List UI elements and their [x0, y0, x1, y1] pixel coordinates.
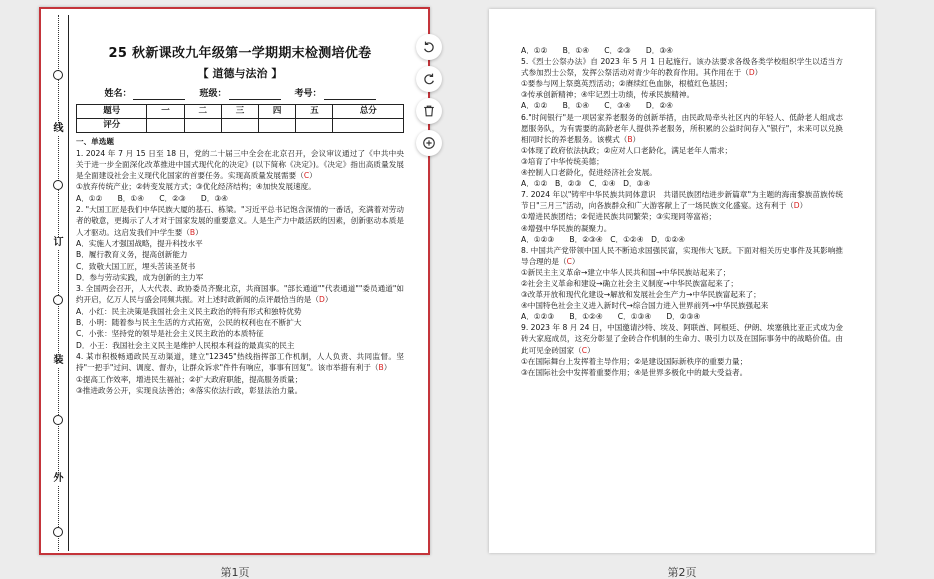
question-8: 8. 中国共产党带领中国人民不断追求国强民富，实现伟大飞跃。下面对相关历史事件及其影响推导合理的是（C） [521, 245, 843, 266]
rotate-left-button[interactable] [416, 34, 442, 60]
question-text: ①新民主主义革命→建立中华人民共和国→中华民族站起来了； [521, 267, 731, 277]
binding-mark: 外 [51, 473, 66, 485]
page-2-label: 第2页 [667, 566, 697, 579]
page-toolbar [416, 34, 442, 156]
page-1-label: 第1页 [220, 566, 250, 579]
question-text: ④增强中华民族的凝聚力。 [521, 223, 612, 233]
exam-title: 25 秋新课改九年级第一学期期末检测培优卷 [108, 46, 372, 61]
student-info-fields [76, 89, 404, 100]
option-a: A．实施人才强国战略，提升科技水平 [76, 238, 203, 248]
add-icon [422, 136, 436, 150]
binding-hole [53, 180, 63, 190]
question-text: ①在国际舞台上发挥着主导作用；②是建设国际新秩序的重要力量； [521, 356, 748, 366]
question-text: ③改革开放和现代化建设→解放和发展社会生产力→中华民族富起来了； [521, 290, 761, 300]
question-text: ①提高工作效率，增进民生福祉；②扩大政府职能，提高服务质量； [76, 374, 303, 384]
question-text: ③传承创新精神；④牢记烈士功绩，传承民族精神。 [521, 90, 695, 100]
rotate-right-button[interactable] [416, 66, 442, 92]
binding-hole [53, 415, 63, 425]
option-d: D．参与劳动实践，成为创新的主力军 [76, 272, 204, 282]
page-1-content [76, 45, 404, 396]
question-options: A．①②③ B．①②④ C．①③④ D．②③④ [521, 312, 701, 322]
question-text: ①体现了政府依法执政；②应对人口老龄化，满足老年人需求； [521, 145, 733, 155]
question-3: 3. 全国两会召开，人大代表、政协委员齐聚北京，共商国事。"部长通道""代表通道""委员通道"如约开启，亿万人民与盛会同频共振。对上述时政新闻的点评最恰当的是（D） [76, 284, 404, 305]
score-header: 总分 [333, 105, 404, 119]
binding-hole [53, 70, 63, 80]
option-d: D．小王：我国社会主义民主是维护人民根本利益的最真实的民主 [76, 340, 295, 350]
question-6: 6."时间银行"是一项居家养老服务的创新举措，由民政局牵头社区内的年轻人、低龄老人组成志愿服务队，为有需要的高龄老年人提供养老服务，所积累的公益时间存入"银行"，未来可以兑换相同时长的养老服务。该模式（B） [521, 112, 843, 144]
question-9: 9. 2023 年 8 月 24 日，中国邀请沙特、埃及、阿联酋、阿根廷、伊朗、埃塞俄比亚正式成为金砖大家庭成员，这充分彰显了金砖合作机制的生命力、吸引力以及在国际事务中的战略价值。由此可见金砖国家（C） [521, 323, 843, 355]
rotate-left-icon [422, 40, 436, 54]
question-options: A．①② B．①④ C．②③ D．③④ [76, 193, 228, 203]
question-text: ①放弃传统产业；②转变发展方式；③优化经济结构；④加快发展速度。 [76, 182, 316, 192]
question-7: 7. 2024 年以"铸牢中华民族共同体意识 共谱民族团结进步新篇章"为主题的海南黎族苗族传统节日"三月三"活动，向各族群众和广大游客献上了一场民族文化盛宴。这有利于（D） [521, 190, 843, 211]
score-table [76, 104, 404, 133]
question-1: 1. 2024 年 7 月 15 日至 18 日，党的二十届三中全会在北京召开，会议审议通过了《中共中央关于进一步全面深化改革推进中国式现代化的决定》(以下简称《决定》)。《决定》指出高质量发展是全面建设社会主义现代化国家的首要任务。实现高质量发展需要（C） [76, 148, 404, 181]
rotate-right-icon [422, 72, 436, 86]
score-header: 二 [184, 105, 221, 119]
binding-mark: 装 [51, 355, 66, 367]
question-text: ④控制人口老龄化，促进经济社会发展。 [521, 168, 657, 178]
question-text: ①增进民族团结；②促进民族共同繁荣；③实现同等富裕； [521, 212, 717, 222]
section-title: 一、单选题 [76, 137, 114, 147]
option-b: B．履行教育义务，提高创新能力 [76, 250, 188, 260]
question-options: A．①② B．①④ C．②③ D．③④ [521, 46, 673, 55]
question-text: ①要参与网上祭奠英烈活动；②赓续红色血脉，根植红色基因； [521, 79, 733, 89]
name-label: 姓名： [104, 89, 132, 99]
exam-number-label: 考号： [294, 89, 322, 99]
page-1-thumbnail[interactable] [39, 7, 430, 555]
question-text: ④中国特色社会主义进入新时代→综合国力进入世界前列→中华民族强起来 [521, 301, 769, 311]
exam-subject: 【 道德与法治 】 [197, 67, 283, 80]
add-page-button[interactable] [416, 130, 442, 156]
option-c: C．致敬大国工匠，埋头苦读圣贤书 [76, 261, 196, 271]
option-a: A．小红：民主决策是我国社会主义民主政治的特有形式和独特优势 [76, 306, 302, 316]
delete-icon [422, 104, 436, 118]
score-header: 三 [221, 105, 258, 119]
question-text: ③推进政务公开，实现良法善治；④落实依法行政，彰显法治力量。 [76, 385, 303, 395]
binding-mark: 订 [51, 237, 66, 249]
score-header: 四 [259, 105, 296, 119]
question-text: ③培育了中华传统美德； [521, 156, 604, 166]
question-options: A．①② B．①④ C．③④ D．②④ [521, 101, 673, 111]
binding-hole [53, 295, 63, 305]
binding-margin [47, 15, 73, 551]
binding-hole [53, 527, 63, 537]
delete-button[interactable] [416, 98, 442, 124]
question-4: 4. 某市积极畅通政民互动渠道，建立"12345"热线指挥部工作机制，人人负责、共同监督。坚持"一把手"过问、调度、督办，让群众诉求"件件有响应，事事有回复"。该市举措有利于（B） [76, 351, 404, 373]
score-header: 五 [296, 105, 333, 119]
class-label: 班级： [199, 89, 227, 99]
option-b: B．小明：随着参与民主生活的方式拓宽，公民的权利也在不断扩大 [76, 318, 302, 328]
question-2: 2. "大国工匠是我们中华民族大厦的基石、栋梁。"习近平总书记饱含深情的一番话，充满着对劳动者的敬意，更揭示了人才对于国家发展的重要意义。人是生产力中最活跃的因素，创新驱动本质是人才驱动。这启发我们中学生要（B） [76, 205, 404, 237]
page-2-thumbnail[interactable] [489, 9, 875, 553]
question-options: A．①② B．②③ C．①④ D．③④ [521, 179, 651, 189]
question-text: ③在国际社会中发挥着重要作用；④是世界多极化中的最大受益者。 [521, 367, 748, 377]
question-options: A．①②③ B．②③④ C．①②④ D．①②④ [521, 234, 685, 244]
page-2-content [521, 45, 843, 378]
score-header: 题号 [77, 105, 147, 119]
binding-mark: 线 [51, 123, 66, 135]
question-5: 5.《烈士公祭办法》自 2023 年 5 月 1 日起施行。该办法要求各级各类学校组织学生以适当方式参加烈士公祭，发挥公祭活动对青少年的教育作用。其作用在于（D） [521, 57, 843, 78]
score-row-label: 评分 [77, 119, 147, 133]
score-header: 一 [147, 105, 184, 119]
question-text: ②社会主义革命和建设→确立社会主义制度→中华民族富起来了； [521, 278, 738, 288]
option-c: C．小张：坚持党的领导是社会主义民主政治的本质特征 [76, 329, 264, 339]
